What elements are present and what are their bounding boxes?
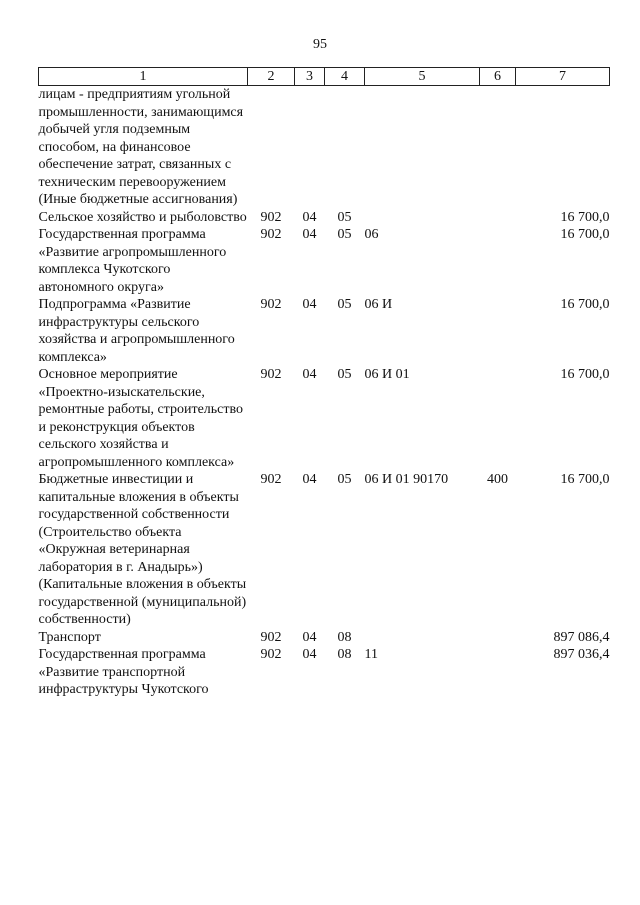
row-name: лицам - предприятиям угольной промышленности, занимающимся добычей угля подземным способом, на финансовое обеспечение затрат, связанных с техническим перевооружением (Иные бюджетные ассигнования) — [38, 87, 244, 207]
row-csr — [365, 209, 480, 227]
header-cell: 4 — [325, 68, 365, 86]
table-row — [39, 86, 610, 209]
row-vr — [480, 629, 516, 647]
row-name: Бюджетные инвестиции и капитальные вложения в объекты государственной собственности (Строительство объекта «Окружная ветеринарная лаборатория в г. Анадырь») (Капитальные вложения в объекты государственной (муниципальной) собственности) — [38, 472, 247, 627]
row-sum: 16 700,0 — [560, 367, 610, 382]
row-vr — [480, 86, 516, 209]
row-gr: 902 — [260, 472, 282, 487]
row-csr: 06 — [364, 227, 379, 242]
table-row — [39, 629, 610, 647]
table-row — [39, 296, 610, 366]
page-number: 95 — [313, 37, 327, 52]
table-row — [39, 646, 610, 699]
row-pr: 05 — [337, 209, 352, 225]
row-gr: 902 — [260, 629, 282, 645]
row-csr: 11 — [364, 647, 378, 662]
row-vr — [480, 296, 516, 366]
row-vr: 400 — [487, 472, 508, 487]
row-pr: 05 — [337, 367, 352, 382]
header-cell: 6 — [480, 68, 516, 86]
row-pr: 08 — [337, 647, 352, 662]
row-gr — [248, 86, 295, 209]
row-csr: 06 И 01 90170 — [364, 472, 449, 487]
row-sum: 16 700,0 — [560, 297, 610, 312]
row-gr: 902 — [260, 209, 282, 225]
row-rz: 04 — [302, 297, 317, 312]
row-pr: 05 — [337, 297, 352, 312]
table-row — [39, 209, 610, 227]
table-row — [39, 226, 610, 296]
row-vr — [480, 209, 516, 227]
row-vr — [480, 226, 516, 296]
row-name: Транспорт — [38, 629, 101, 645]
row-csr — [365, 86, 480, 209]
header-row — [39, 68, 610, 86]
row-sum — [516, 86, 610, 209]
row-csr: 06 И 01 — [364, 367, 410, 382]
row-csr: 06 И — [364, 297, 393, 312]
row-csr — [365, 629, 480, 647]
row-rz: 04 — [302, 367, 317, 382]
header-cell: 3 — [295, 68, 325, 86]
row-sum: 16 700,0 — [560, 472, 610, 487]
header-cell: 7 — [516, 68, 610, 86]
header-cell: 2 — [248, 68, 295, 86]
row-gr: 902 — [260, 367, 282, 382]
row-pr — [325, 86, 365, 209]
row-pr: 08 — [337, 629, 352, 645]
row-name: Сельское хозяйство и рыболовство — [38, 209, 247, 225]
row-rz — [295, 86, 325, 209]
row-gr: 902 — [260, 297, 282, 312]
row-vr — [480, 366, 516, 471]
row-name: Основное мероприятие «Проектно-изыскательские, ремонтные работы, строительство и реконструкция объектов сельского хозяйства и агропромышленного комплекса» — [38, 367, 244, 470]
header-cell: 5 — [365, 68, 480, 86]
row-gr: 902 — [260, 227, 282, 242]
row-rz: 04 — [302, 209, 317, 225]
table-row — [39, 366, 610, 471]
row-rz: 04 — [302, 472, 317, 487]
row-rz: 04 — [302, 227, 317, 242]
row-sum: 16 700,0 — [560, 209, 610, 225]
row-sum: 897 086,4 — [553, 629, 610, 645]
row-vr — [480, 646, 516, 699]
row-name: Подпрограмма «Развитие инфраструктуры сельского хозяйства и агропромышленного комплекса» — [38, 297, 235, 365]
row-pr: 05 — [337, 227, 352, 242]
row-rz: 04 — [302, 647, 317, 662]
row-sum: 16 700,0 — [560, 227, 610, 242]
row-pr: 05 — [337, 472, 352, 487]
row-sum: 897 036,4 — [553, 647, 610, 662]
row-rz: 04 — [302, 629, 317, 645]
row-name: Государственная программа «Развитие транспортной инфраструктуры Чукотского — [38, 647, 209, 697]
table-row — [39, 471, 610, 629]
budget-table — [38, 67, 610, 699]
row-gr: 902 — [260, 647, 282, 662]
header-cell: 1 — [39, 68, 248, 86]
row-name: Государственная программа «Развитие агропромышленного комплекса Чукотского автономного округа» — [38, 227, 227, 295]
